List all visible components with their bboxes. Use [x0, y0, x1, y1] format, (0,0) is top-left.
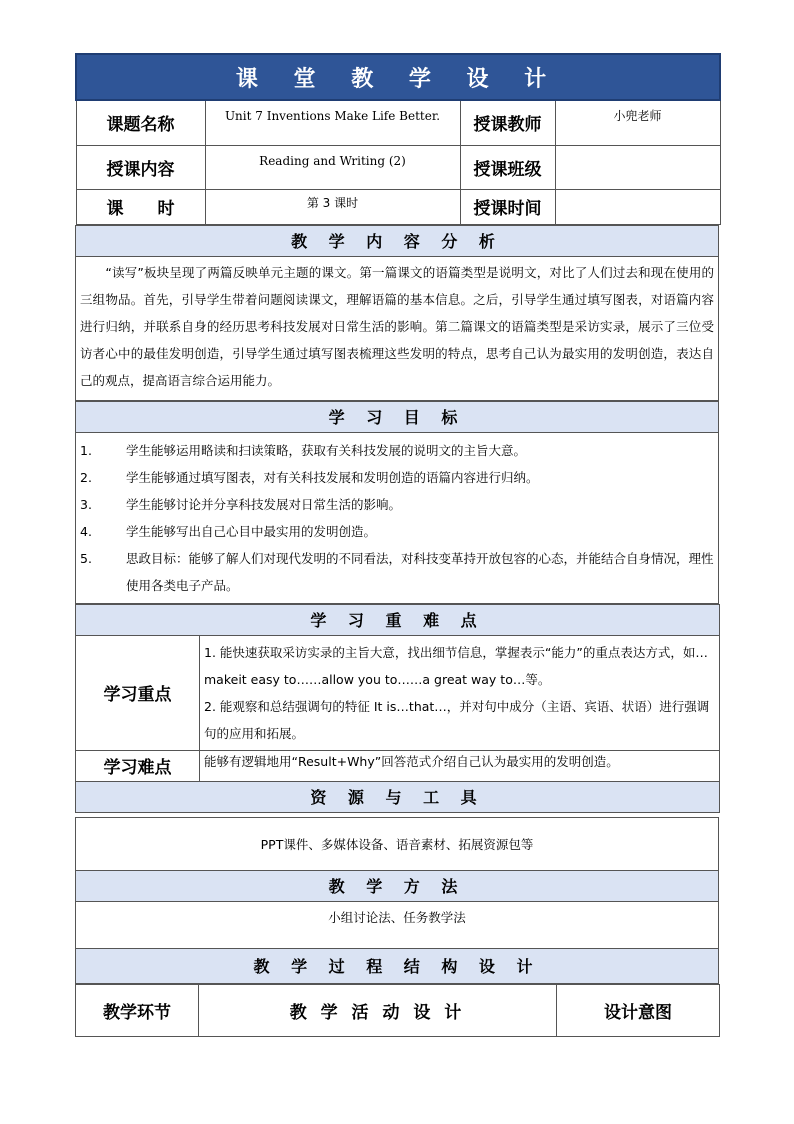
process-col-stage: 教学环节 — [76, 984, 199, 1036]
document-title: 课 堂 教 学 设 计 — [76, 54, 720, 100]
resources-heading: 资 源 与 工 具 — [76, 781, 720, 812]
process-table — [75, 984, 720, 1037]
content-label: 授课内容 — [76, 145, 205, 189]
period-label: 课 时 — [76, 189, 205, 224]
goals-heading: 学 习 目 标 — [76, 401, 719, 432]
topic-value: Unit 7 Inventions Make Life Better. — [205, 100, 460, 145]
content-value: Reading and Writing (2) — [205, 145, 460, 189]
process-col-intent: 设计意图 — [557, 984, 720, 1036]
analysis-table — [75, 225, 719, 401]
goals-table — [75, 401, 719, 604]
methods-heading: 教 学 方 法 — [76, 870, 719, 901]
resources-text: PPT课件、多媒体设备、语音素材、拓展资源包等 — [76, 817, 719, 870]
goal-item: 3. 学生能够讨论并分享科技发展对日常生活的影响。 — [80, 496, 402, 512]
lesson-plan — [75, 53, 719, 1037]
process-heading: 教 学 过 程 结 构 设 计 — [76, 948, 719, 983]
focus-line: 1. 能快速获取采访实录的主旨大意，找出细节信息，掌握表示“能力”的重点表达方式，如…makeit easy to……allow you to……a great way to…等。 — [204, 644, 708, 687]
topic-label: 课题名称 — [76, 100, 205, 145]
difficulty-text: 能够有逻辑地用“Result+Why”回答范式介绍自己认为最实用的发明创造。 — [200, 750, 720, 781]
focus-label: 学习重点 — [76, 635, 200, 750]
keypoints-heading: 学 习 重 难 点 — [76, 604, 720, 635]
difficulty-label: 学习难点 — [76, 750, 200, 781]
period-value: 第 3 课时 — [205, 189, 460, 224]
goal-item: 1. 学生能够运用略读和扫读策略，获取有关科技发展的说明文的主旨大意。 — [80, 442, 527, 458]
teacher-value: 小兜老师 — [555, 100, 720, 145]
class-label: 授课班级 — [460, 145, 555, 189]
focus-line: 2. 能观察和总结强调句的特征 It is…that…，并对句中成分（主语、宾语、状语）进行强调句的应用和拓展。 — [204, 698, 710, 741]
analysis-heading: 教 学 内 容 分 析 — [76, 225, 719, 256]
focus-content — [200, 635, 720, 750]
class-value — [555, 145, 720, 189]
goals-list — [76, 432, 719, 603]
goal-item: 2. 学生能够通过填写图表，对有关科技发展和发明创造的语篇内容进行归纳。 — [80, 469, 539, 485]
time-value — [555, 189, 720, 224]
process-col-activity: 教 学 活 动 设 计 — [199, 984, 557, 1036]
teacher-label: 授课教师 — [460, 100, 555, 145]
time-label: 授课时间 — [460, 189, 555, 224]
keypoints-table — [75, 604, 720, 813]
goal-item: 5. 思政目标：能够了解人们对现代发明的不同看法，对科技变革持开放包容的心态，并能结合自身情况，理性使用各类电子产品。 — [80, 550, 714, 593]
resources-table — [75, 817, 719, 984]
goal-item: 4. 学生能够写出自己心目中最实用的发明创造。 — [80, 523, 377, 539]
analysis-text: “读写”板块呈现了两篇反映单元主题的课文。第一篇课文的语篇类型是说明文，对比了人们过去和现在使用的三组物品。首先，引导学生带着问题阅读课文，理解语篇的基本信息。之后，引导学生通过填写图表，对语篇内容进行归纳，并联系自身的经历思考科技发展对日常生活的影响。第二篇课文的语篇类型是采访实录，展示了三位受访者心中的最佳发明创造，引导学生通过填写图表梳理这些发明的特点，思考自己认为最实用的发明创造，表达自己的观点，提高语言综合运用能力。 — [76, 256, 719, 400]
methods-text: 小组讨论法、任务教学法 — [76, 901, 719, 948]
header-table — [75, 53, 721, 225]
